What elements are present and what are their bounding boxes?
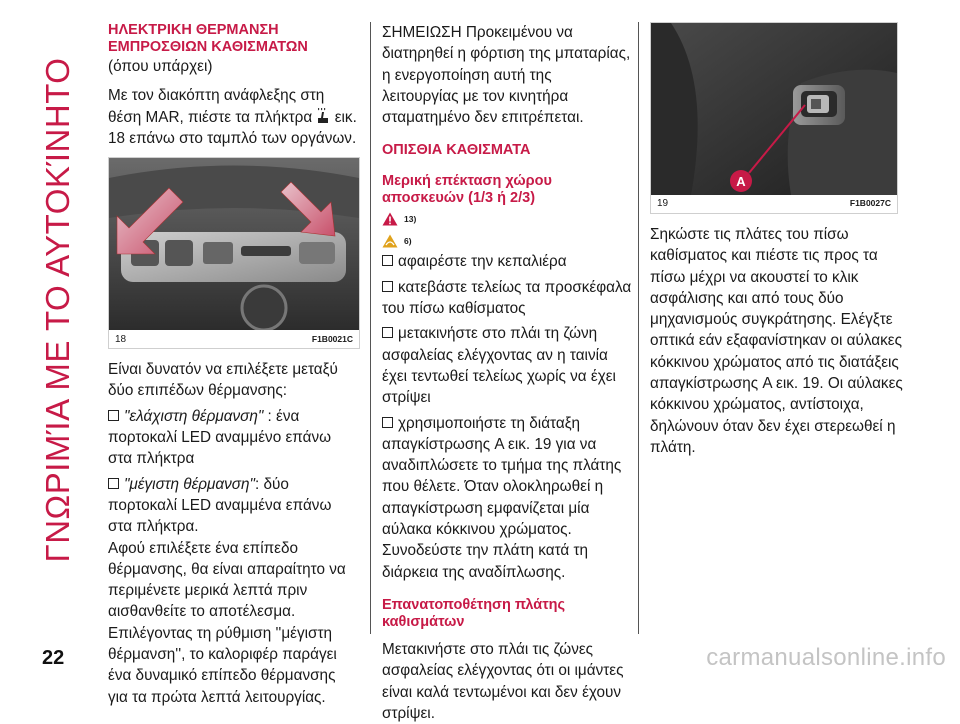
figure-18 <box>108 157 360 349</box>
figure-caption <box>651 195 897 213</box>
bullet-max-heat: "μέγιστη θέρμανση": δύο πορτοκαλί LED αναμμένα επάνω στα πλήκτρα. <box>108 475 332 536</box>
figure-code: F1B0021C <box>311 333 353 344</box>
column-divider <box>370 22 371 634</box>
bullet-lower-headrests: κατεβάστε τελείως τα προσκέφαλα του πίσω καθίσματος <box>382 278 632 318</box>
figure-code: F1B0027C <box>849 198 891 209</box>
figure-number: 18 <box>115 333 127 345</box>
warning-reference-2: 6) <box>382 231 632 251</box>
column-2 <box>382 22 632 724</box>
paragraph-max-heat: Επιλέγοντας τη ρύθμιση ''μέγιστη θέρμανση'', το καλοριφέρ παράγει ένα δυναμικό επίπεδο θέρμανσης για τα πρώτα λεπτά λειτουργίας. <box>108 624 337 706</box>
bullet-remove-headrest: αφαιρέστε την κεπαλιέρα <box>382 251 632 272</box>
heated-seat-icon <box>316 108 330 124</box>
column-3 <box>650 22 912 458</box>
section-heading-heated-seats: ΗΛΕΚΤΡΙΚΗ ΘΕΡΜΑΝΣΗ ΕΜΠΡΟΣΘΙΩΝ ΚΑΘΙΣΜΑΤΩΝ <box>108 22 308 55</box>
figure-caption <box>109 330 359 348</box>
column-divider <box>638 22 639 634</box>
subheading-repositioning: Επανατοποθέτηση πλάτης καθισμάτων <box>382 596 566 630</box>
bullet-min-heat: "ελάχιστη θέρμανση" : ένα πορτοκαλί LED αναμμένο επάνω στα πλήκτρα <box>108 407 332 468</box>
watermark: carmanualsonline.info <box>706 644 946 671</box>
page-number: 22 <box>42 647 65 669</box>
checkbox-bullet-icon <box>382 417 393 428</box>
subheading-luggage-extension: Μερική επέκταση χώρου αποσκευών (1/3 ή 2/3) <box>382 173 552 207</box>
figure-number: 19 <box>657 198 669 210</box>
column-1 <box>108 22 358 708</box>
rear-seat-release-illustration <box>651 23 897 195</box>
paragraph-wait: Αφού επιλέξετε ένα επίπεδο θέρμανσης, θα είναι απαραίτητο να περιμένετε μερικά λεπτά πριν αισθανθείτε το αποτέλεσμα. <box>108 539 346 621</box>
raise-seatbacks-paragraph: Σηκώστε τις πλάτες του πίσω καθίσματος και πιέστε τις προς τα πίσω μέχρι να ακουστεί το κλικ ασφάλισης και από τους δύο μηχανισμούς συγκράτησης. Ελέγξτε οπτικά εάν εξαφανίστηκαν οι αύλακες κόκκινου χρώματος από τις διατάξεις απαγκίστρωσης A εικ. 19. Οι αύλακες κόκκινου χρώματος, αντίστοιχα, δηλώνουν όταν δεν έχει στερεωθεί η πλάτη. <box>650 226 903 456</box>
callout-label: A <box>736 174 746 189</box>
warning-triangle-icon <box>382 212 398 226</box>
checkbox-bullet-icon <box>382 255 393 266</box>
figure-19 <box>650 22 898 214</box>
warning-reference-1: 13) <box>382 209 632 229</box>
section-heading-rear-seats: ΟΠΙΣΘΙΑ ΚΑΘΙΣΜΑΤΑ <box>382 142 531 159</box>
caution-icon <box>382 234 398 248</box>
side-section-title: ΓΝΩΡΙΜΊΑ ΜΕ ΤΟ ΑΥΤΟΚΊΝΗΤΟ <box>39 57 76 563</box>
levels-intro: Είναι δυνατόν να επιλέξετε μεταξύ δύο επιπέδων θέρμανσης: <box>108 361 338 400</box>
bullet-move-belt: μετακινήστε στο πλάι τη ζώνη ασφαλείας ελέγχοντας αν η ταινία έχει τεντωθεί τελείως χωρίς να έχει στρίψει <box>382 325 616 407</box>
dashboard-buttons-illustration <box>109 158 359 330</box>
checkbox-bullet-icon <box>382 327 393 338</box>
battery-note: ΣΗΜΕΙΩΣΗ Προκειμένου να διατηρηθεί η φόρτιση της μπαταρίας, η ενεργοποίηση αυτή της λειτουργίας με τον κινητήρα σταματημένο δεν επιτρέπεται. <box>382 24 631 127</box>
intro-paragraph: Με τον διακόπτη ανάφλεξης στη θέση MAR, πιέστε τα πλήκτρα εικ. 18 επάνω στο ταμπλό των οργάνων. <box>108 87 357 147</box>
availability-note: (όπου υπάρχει) <box>108 58 213 75</box>
checkbox-bullet-icon <box>108 478 119 489</box>
checkbox-bullet-icon <box>108 410 119 421</box>
repositioning-paragraph: Μετακινήστε στο πλάι τις ζώνες ασφαλείας ελέγχοντας ότι οι ιμάντες είναι καλά τεντωμένοι και δεν έχουν στρίψει. <box>382 640 624 722</box>
checkbox-bullet-icon <box>382 281 393 292</box>
bullet-release-device: χρησιμοποιήστε τη διάταξη απαγκίστρωσης A εικ. 19 για να αναδιπλώσετε το τμήμα της πλάτης που θέλετε. Όταν ολοκληρωθεί η απαγκίστρωση εμφανίζεται μία αύλακα κόκκινου χρώματος. Συνοδεύστε την πλάτη κατά τη διάρκεια της αναδίπλωσης. <box>382 414 622 581</box>
